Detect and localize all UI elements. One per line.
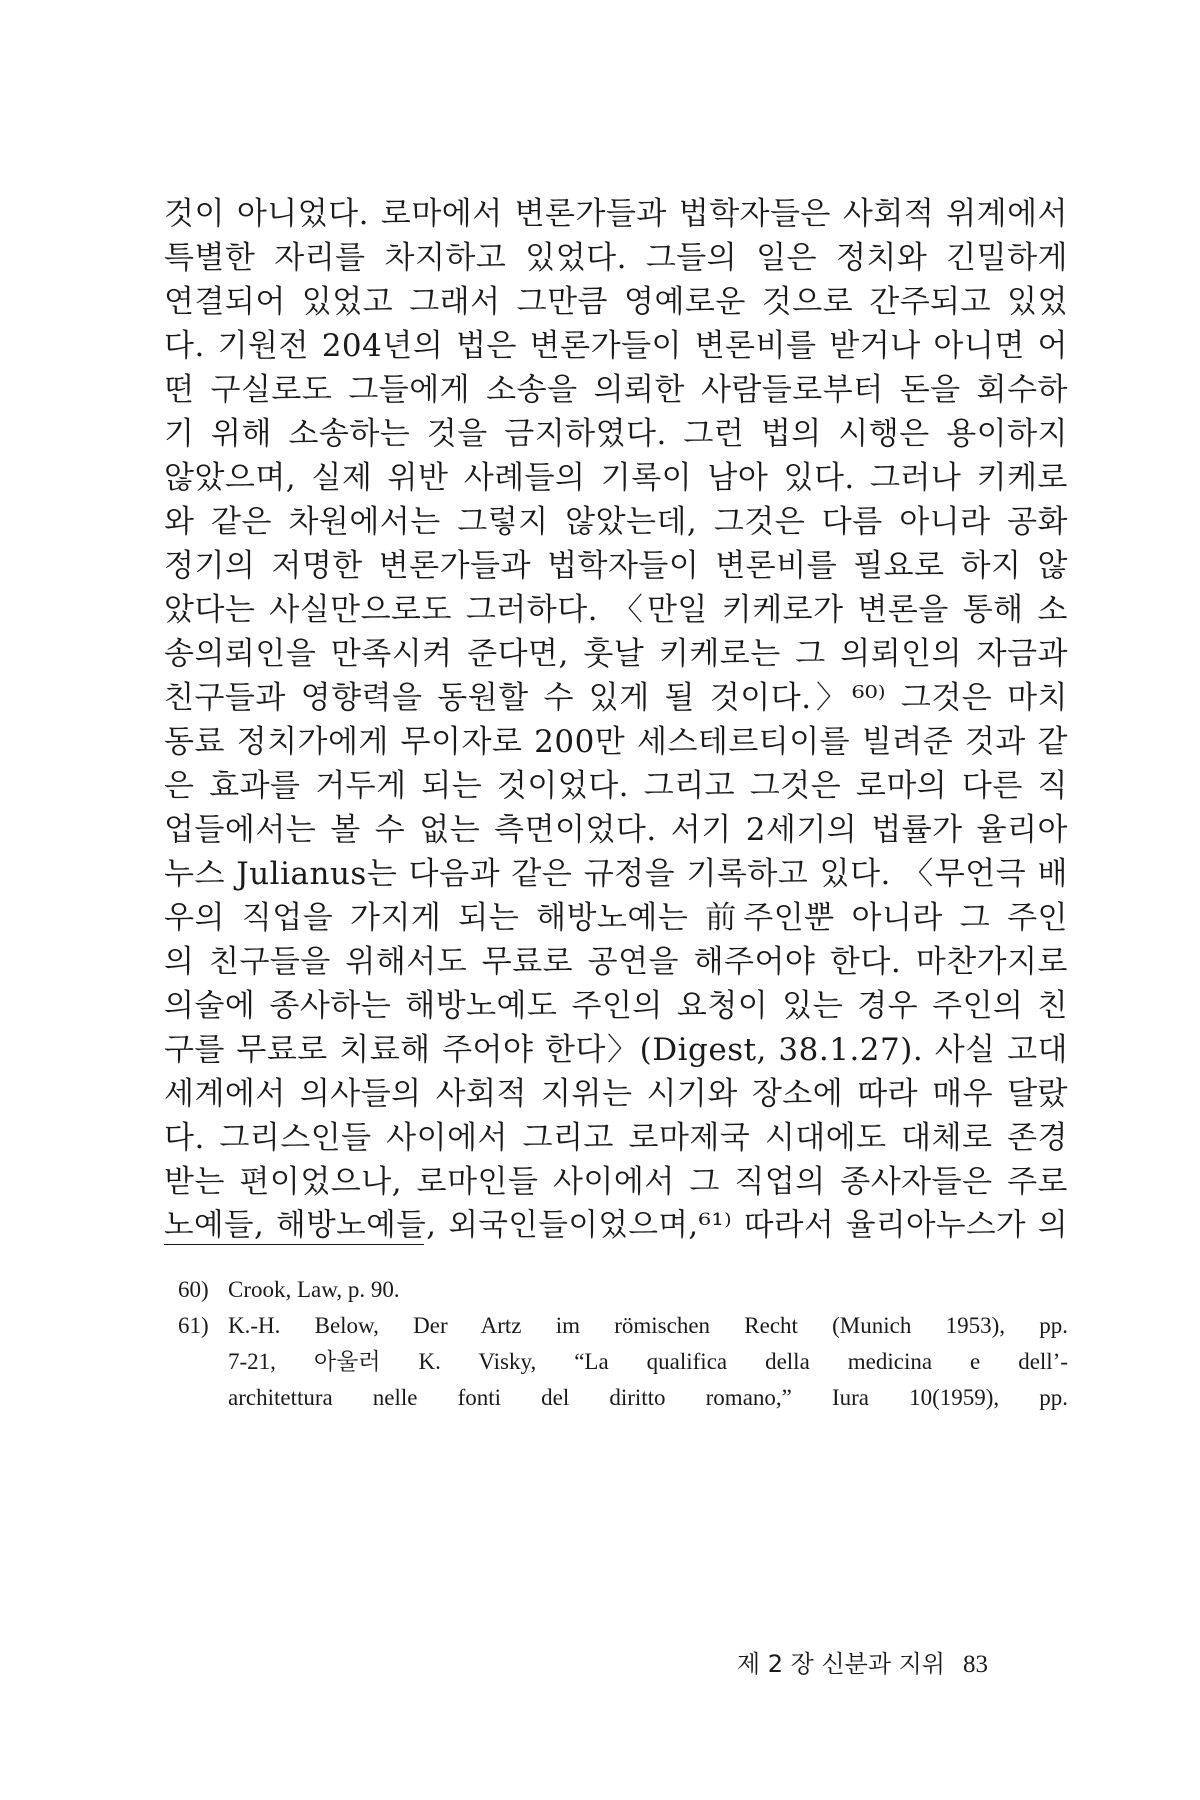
body-line: 와 같은 차원에서는 그렇지 않았는데, 그것은 다름 아니라 공화 (164, 504, 1068, 540)
body-line: 세계에서 의사들의 사회적 지위는 시기와 장소에 따라 매우 달랐 (164, 1076, 1068, 1112)
body-line: 았다는 사실만으로도 그러하다. 〈만일 키케로가 변론을 통해 소 (164, 592, 1068, 628)
footnote-60 (178, 1272, 1068, 1308)
body-line: 송의뢰인을 만족시켜 준다면, 훗날 키케로는 그 의뢰인의 자금과 (164, 636, 1068, 672)
footnote-line: K.-H. Below, Der Artz im römischen Recht (Munich 1953), pp. (228, 1313, 1068, 1338)
body-line: 은 효과를 거두게 되는 것이었다. 그리고 그것은 로마의 다른 직 (164, 768, 1068, 804)
body-line: 것이 아니었다. 로마에서 변론가들과 법학자들은 사회적 위계에서 (164, 196, 1068, 232)
footnote-line: architettura nelle fonti del diritto romano,” Iura 10(1959), pp. (228, 1385, 1068, 1410)
chapter-title: 제 2 장 신분과 지위 (736, 1650, 945, 1678)
body-line: 연결되어 있었고 그래서 그만큼 영예로운 것으로 간주되고 있었 (164, 284, 1068, 320)
body-line: 않았으며, 실제 위반 사례들의 기록이 남아 있다. 그러나 키케로 (164, 460, 1068, 496)
footnote-line: Crook, Law, p. 90. (228, 1277, 400, 1302)
body-line: 기 위해 소송하는 것을 금지하였다. 그런 법의 시행은 용이하지 (164, 416, 1068, 452)
footnote-61 (178, 1308, 1068, 1416)
body-line: 노예들, 해방노예들, 외국인들이었으며,⁶¹⁾ 따라서 율리아누스가 의 (164, 1208, 1068, 1243)
body-line: 받는 편이었으나, 로마인들 사이에서 그 직업의 종사자들은 주로 (164, 1164, 1068, 1200)
footnote-text (228, 1308, 1068, 1416)
footnotes (178, 1272, 1068, 1416)
footnote-number: 60) (178, 1277, 209, 1302)
body-line: 정기의 저명한 변론가들과 법학자들이 변론비를 필요로 하지 않 (164, 548, 1068, 584)
body-line: 친구들과 영향력을 동원할 수 있게 될 것이다.〉⁶⁰⁾ 그것은 마치 (164, 680, 1068, 716)
body-line: 특별한 자리를 차지하고 있었다. 그들의 일은 정치와 긴밀하게 (164, 240, 1068, 276)
body-line: 다. 기원전 204년의 법은 변론가들이 변론비를 받거나 아니면 어 (164, 328, 1068, 364)
body-line: 구를 무료로 치료해 주어야 한다〉(Digest, 38.1.27). 사실 고대 (164, 1032, 1068, 1068)
body-line: 떤 구실로도 그들에게 소송을 의뢰한 사람들로부터 돈을 회수하 (164, 372, 1068, 408)
body-line: 다. 그리스인들 사이에서 그리고 로마제국 시대에도 대체로 존경 (164, 1120, 1068, 1156)
running-footer (590, 1648, 988, 1681)
footnote-divider (164, 1244, 424, 1245)
footnote-text (228, 1272, 1068, 1308)
body-text (164, 192, 1068, 1248)
body-line: 업들에서는 볼 수 없는 측면이었다. 서기 2세기의 법률가 율리아 (164, 812, 1068, 848)
body-line: 의술에 종사하는 해방노예도 주인의 요청이 있는 경우 주인의 친 (164, 988, 1068, 1024)
footnote-line: 7-21, 아울러 K. Visky, “La qualifica della medicina e dell’- (228, 1349, 1068, 1374)
body-line: 동료 정치가에게 무이자로 200만 세스테르티이를 빌려준 것과 같 (164, 724, 1068, 760)
footnote-number: 61) (178, 1313, 209, 1338)
page-number: 83 (963, 1651, 988, 1678)
body-line: 의 친구들을 위해서도 무료로 공연을 해주어야 한다. 마찬가지로 (164, 944, 1068, 980)
body-line: 누스 Julianus는 다음과 같은 규정을 기록하고 있다. 〈무언극 배 (164, 856, 1068, 892)
body-line: 우의 직업을 가지게 되는 해방노예는 前주인뿐 아니라 그 주인 (164, 900, 1068, 936)
